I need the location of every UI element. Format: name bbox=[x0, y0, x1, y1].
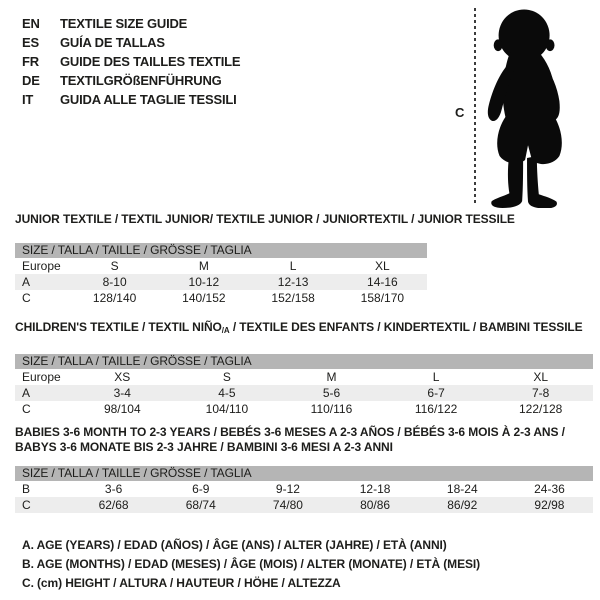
table-row bbox=[15, 274, 427, 290]
row-label: Europe bbox=[22, 259, 61, 273]
table-junior-textile bbox=[15, 212, 515, 306]
baby-silhouette-icon bbox=[479, 7, 579, 208]
size-cell: 140/152 bbox=[182, 291, 226, 305]
row-label: Europe bbox=[22, 370, 61, 384]
size-cell: 12-13 bbox=[277, 275, 309, 289]
language-guide bbox=[22, 14, 240, 109]
size-cell: 62/68 bbox=[98, 498, 129, 512]
size-cell: 9-12 bbox=[275, 482, 300, 496]
table-title-segment: / TEXTILE DES ENFANTS / KINDERTEXTIL / BAMBINI TESSILE bbox=[229, 320, 583, 334]
table-title-segment: BABYS 3-6 MONATE BIS 2-3 JAHRE / BAMBINI 3-6 MESI A 2-3 ANNI bbox=[15, 440, 393, 454]
language-code: DE bbox=[22, 73, 40, 88]
table-row bbox=[15, 385, 593, 401]
language-label: GUÍA DE TALLAS bbox=[60, 35, 165, 50]
size-cell: 98/104 bbox=[103, 402, 141, 416]
footnote-line: B. AGE (MONTHS) / EDAD (MESES) / ÂGE (MOIS) / ALTER (MONATE) / ETÀ (MESI) bbox=[22, 557, 481, 571]
size-cell: L bbox=[289, 259, 297, 273]
table-title-segment: BABIES 3-6 MONTH TO 2-3 YEARS / BEBÉS 3-6 MESES A 2-3 AÑOS / BÉBÉS 3-6 MOIS À 2-3 ANS / bbox=[15, 425, 565, 439]
size-cell: 68/74 bbox=[185, 498, 216, 512]
size-cell: S bbox=[222, 370, 231, 384]
size-cell: XL bbox=[375, 259, 390, 273]
size-cell: 80/86 bbox=[360, 498, 391, 512]
size-cell: XS bbox=[114, 370, 131, 384]
table-row bbox=[15, 401, 593, 417]
language-row bbox=[22, 14, 240, 33]
table-title-segment: JUNIOR TEXTILE / TEXTIL JUNIOR/ TEXTILE JUNIOR / JUNIORTEXTIL / JUNIOR TESSILE bbox=[15, 212, 515, 226]
footnotes bbox=[22, 536, 480, 593]
size-cell: 7-8 bbox=[532, 386, 550, 400]
table-children-textile bbox=[15, 320, 593, 417]
language-code: IT bbox=[22, 92, 34, 107]
table-babies-textile bbox=[15, 425, 593, 513]
size-cell: 104/110 bbox=[205, 402, 249, 416]
size-cell: 18-24 bbox=[446, 482, 478, 496]
language-code: EN bbox=[22, 16, 40, 31]
size-cell: 110/116 bbox=[310, 402, 353, 416]
table-row bbox=[15, 369, 593, 385]
language-row bbox=[22, 52, 240, 71]
table-row bbox=[15, 290, 427, 306]
size-cell: 6-7 bbox=[427, 386, 445, 400]
size-cell: 152/158 bbox=[271, 291, 315, 305]
size-cell: M bbox=[326, 370, 337, 384]
table-row bbox=[15, 258, 427, 274]
size-cell: 4-5 bbox=[218, 386, 236, 400]
language-label: GUIDA ALLE TAGLIE TESSILI bbox=[60, 92, 237, 107]
size-cell: 5-6 bbox=[322, 386, 341, 400]
language-row bbox=[22, 71, 240, 90]
language-code: FR bbox=[22, 54, 39, 69]
height-measure-dashed-line bbox=[474, 8, 476, 206]
height-measure-label: C bbox=[455, 105, 465, 120]
size-header-bar: SIZE / TALLA / TAILLE / GRÖSSE / TAGLIA bbox=[15, 466, 593, 481]
size-cell: 74/80 bbox=[272, 498, 303, 512]
language-row bbox=[22, 33, 240, 52]
table-title bbox=[15, 425, 593, 440]
size-header-bar: SIZE / TALLA / TAILLE / GRÖSSE / TAGLIA bbox=[15, 243, 427, 258]
size-cell: L bbox=[432, 370, 440, 384]
size-header-bar: SIZE / TALLA / TAILLE / GRÖSSE / TAGLIA bbox=[15, 354, 593, 369]
size-cell: 3-4 bbox=[113, 386, 131, 400]
row-label: C bbox=[22, 402, 31, 416]
table-title-segment: CHILDREN'S TEXTILE / TEXTIL NIÑO bbox=[15, 320, 222, 334]
size-cell: 158/170 bbox=[360, 291, 405, 305]
row-label: C bbox=[22, 498, 31, 512]
size-cell: S bbox=[110, 259, 119, 273]
row-label: B bbox=[22, 482, 31, 496]
language-label: GUIDE DES TAILLES TEXTILE bbox=[60, 54, 241, 69]
language-row bbox=[22, 90, 240, 109]
size-cell: 24-36 bbox=[534, 482, 565, 496]
table-title bbox=[15, 212, 515, 227]
row-label: A bbox=[22, 275, 31, 289]
size-cell: 14-16 bbox=[367, 275, 398, 289]
size-cell: 128/140 bbox=[92, 291, 137, 305]
table-title bbox=[15, 440, 593, 455]
size-cell: XL bbox=[533, 370, 549, 384]
size-cell: 122/128 bbox=[518, 402, 563, 416]
language-label: TEXTILE SIZE GUIDE bbox=[60, 16, 188, 31]
size-cell: 92/98 bbox=[534, 498, 565, 512]
language-code: ES bbox=[22, 35, 39, 50]
size-cell: 3-6 bbox=[104, 482, 123, 496]
footnote-line: C. (cm) HEIGHT / ALTURA / HAUTEUR / HÖHE / ALTEZZA bbox=[22, 576, 341, 590]
footnote-line: A. AGE (YEARS) / EDAD (AÑOS) / ÂGE (ANS) / ALTER (JAHRE) / ETÀ (ANNI) bbox=[22, 538, 447, 552]
size-cell: 12-18 bbox=[359, 482, 391, 496]
size-cell: M bbox=[198, 259, 209, 273]
size-cell: 6-9 bbox=[192, 482, 210, 496]
size-cell: 8-10 bbox=[102, 275, 127, 289]
language-label: TEXTILGRÖßENFÜHRUNG bbox=[60, 73, 222, 88]
table-row bbox=[15, 497, 593, 513]
table-row bbox=[15, 481, 593, 497]
table-title-subscript: /A bbox=[221, 326, 230, 335]
table-title bbox=[15, 320, 593, 338]
size-cell: 116/122 bbox=[414, 402, 458, 416]
row-label: A bbox=[22, 386, 31, 400]
size-cell: 10-12 bbox=[188, 275, 220, 289]
row-label: C bbox=[22, 291, 31, 305]
size-cell: 86/92 bbox=[447, 498, 478, 512]
